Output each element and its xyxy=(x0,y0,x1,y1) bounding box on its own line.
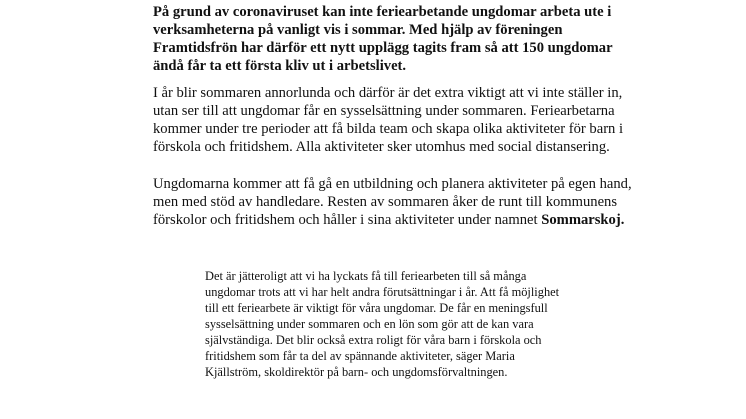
article-quote: Det är jätteroligt att vi ha lyckats få till feriearbeten till så många ungdomar trots att vi har helt andra förutsättningar i år. Att få möjlighet till ett feriearbete är viktigt för våra ungdomar. De får en meningsfull sysselsättning under sommaren och en lön som gör att de kan vara självständiga. Det blir också extra roligt för våra barn i förskola och fritidshem som får ta del av spännande aktiviteter, säger Maria Kjällström, skoldirektör på barn- och ungdomsförvaltningen. xyxy=(205,269,560,379)
article-paragraph-1: I år blir sommaren annorlunda och därför är det extra viktigt att vi inte ställer in, utan ser till att ungdomar får en sysselsättning under sommaren. Feriearbetarna kommer under tre perioder att få bilda team och skapa olika aktiviteter för barn i förskola och fritidshem. Alla aktiviteter sker utomhus med social distansering. xyxy=(153,85,624,155)
article-paragraph-2 xyxy=(153,175,633,229)
article-lead: På grund av coronaviruset kan inte feriearbetande ungdomar arbeta ute i verksamheterna på vanligt vis i sommar. Med hjälp av föreningen Framtidsfrön har därför ett nytt upplägg tagits fram så att 150 ungdomar ändå får ta ett första kliv ut i arbetslivet. xyxy=(153,4,613,74)
paragraph-2-text: Ungdomarna kommer att få gå en utbildning och planera aktiviteter på egen hand, men med stöd av handledare. Resten av sommaren åker de runt till kommunens förskolor och fritidshem och håller i sina aktiviteter under namnet xyxy=(153,176,632,228)
sommarskoj-name: Sommarskoj. xyxy=(541,212,625,228)
